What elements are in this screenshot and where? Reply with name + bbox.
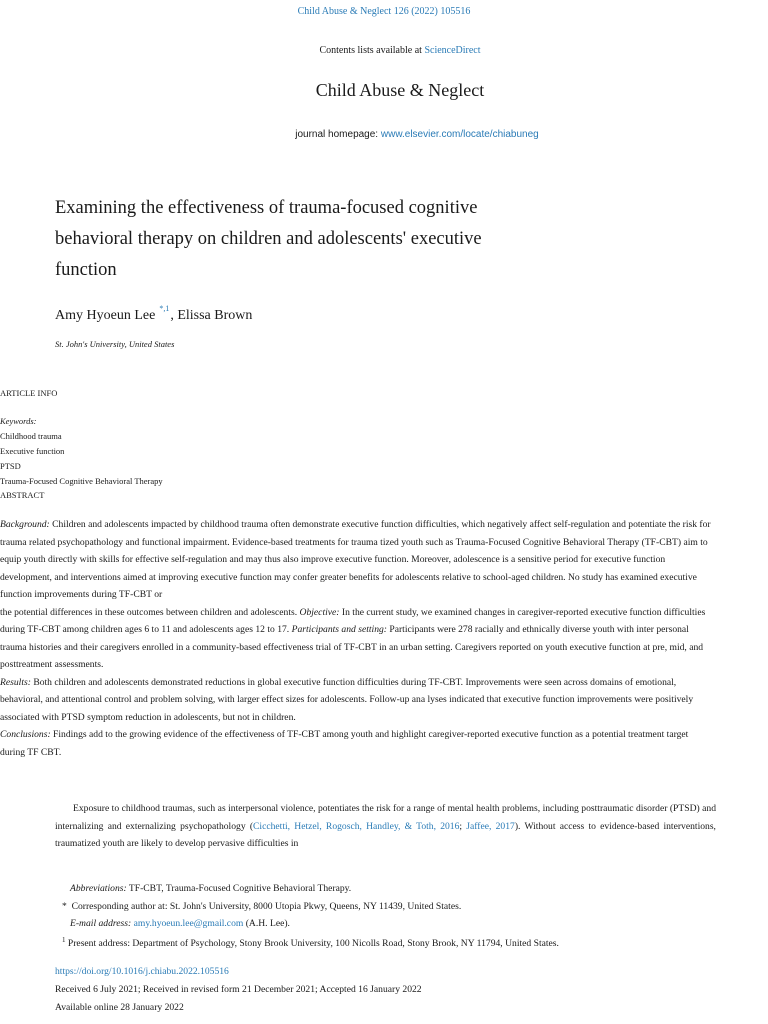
- background-text-2: the potential differences in these outcomes between children and adolescents.: [0, 606, 300, 618]
- contents-line: [0, 45, 768, 56]
- results-text: Both children and adolescents demonstrated reductions in global executive function difficulties during TF-CBT. Improvements were seen across domains of emotional, behavioral, and attentional control and problem solving, with larger effect sizes for adolescents. Follow-up ana lyses indicated that executive function improvements were positively associated with PTSD symptom reduction in adolescents, but not in children.: [0, 676, 694, 723]
- abstract-results: [0, 674, 714, 727]
- abbreviations-label: Abbreviations:: [70, 883, 127, 894]
- participants-text: Participants were 278 racially and ethnically diverse youth with inter personal trauma histories and their caregivers enrolled in a community-based effectiveness trial of TF-CBT in an urban setting. Caregivers reported on youth executive function at pre, mid, and posttreatment assessments.: [0, 624, 704, 670]
- title-line-3: function: [55, 260, 117, 280]
- title-line-2: behavioral therapy on children and adolescents' executive: [55, 229, 482, 249]
- present-address-text: Present address: Department of Psychology, Stony Brook University, 100 Nicolls Road, Stony Brook, NY 11794, United States.: [67, 938, 559, 950]
- article-title: [55, 193, 555, 286]
- reference-separator: ;: [459, 820, 467, 832]
- author-list: [55, 304, 252, 324]
- objective-label: Objective:: [299, 606, 340, 618]
- affiliation: St. John's University, United States: [55, 339, 175, 349]
- objective-text: In the current study, we examined changes in caregiver-reported executive function difficulties during TF-CBT among children ages 6 to 11 and adolescents ages 12 to 17.: [0, 606, 706, 635]
- email-link[interactable]: amy.hyoeun.lee@gmail.com: [133, 918, 244, 929]
- background-text: Children and adolescents impacted by childhood trauma often demonstrate executive function difficulties, which negatively affect self-regulation and potentiate the risk for trauma related psychopathology and functional impairment. Evidence-based treatments for trauma tized youth such as Trauma-Focused Cognitive Behavioral Therapy (TF-CBT) aim to equip youth directly with skills for effective self-regulation and may thus also improve executive function. Moreover, adolescence is a sensitive period for executive function development, and interventions aimed at improving executive function may confer greater benefits for adolescents relative to school-aged children. No study has examined executive function improvements during TF-CBT or: [0, 519, 711, 600]
- conclusions-text: Findings add to the growing evidence of the effectiveness of TF-CBT among youth and highlight caregiver-reported executive function as a potential treatment target during TF CBT.: [0, 729, 689, 758]
- abstract-conclusions: [0, 726, 714, 761]
- intro-text-2: ). Without access to evidence-based interventions, traumatized youth are likely to develop pervasive difficulties in: [55, 820, 716, 849]
- sciencedirect-link[interactable]: ScienceDirect: [424, 45, 481, 56]
- title-line-1: Examining the effectiveness of trauma-focused cognitive: [55, 198, 478, 218]
- email-label: E-mail address:: [70, 918, 132, 929]
- email-footnote: [70, 915, 290, 933]
- conclusions-label: Conclusions:: [0, 729, 51, 740]
- abbreviations-text: TF-CBT, Trauma-Focused Cognitive Behavioral Therapy.: [126, 883, 352, 894]
- author-1-marks[interactable]: *,1: [159, 304, 170, 313]
- email-suffix: (A.H. Lee).: [243, 918, 290, 929]
- reference-link-jaffee[interactable]: Jaffee, 2017: [466, 820, 515, 832]
- present-address-mark: 1: [62, 936, 66, 944]
- available-online: Available online 28 January 2022: [55, 1002, 184, 1013]
- reference-link-cicchetti[interactable]: Cicchetti, Hetzel, Rogosch, Handley, & Toth, 2016: [253, 820, 460, 832]
- doi-link[interactable]: https://doi.org/10.1016/j.chiabu.2022.105516: [55, 966, 229, 977]
- keywords-label: Keywords:: [0, 416, 37, 426]
- article-info-heading: ARTICLE INFO: [0, 388, 58, 398]
- keyword-item: Trauma-Focused Cognitive Behavioral Therapy: [0, 476, 163, 486]
- corresponding-mark: *: [62, 901, 67, 912]
- keyword-item: PTSD: [0, 461, 21, 471]
- contents-prefix: Contents lists available at: [319, 45, 425, 56]
- abstract-background: [0, 516, 714, 604]
- results-label: Results:: [0, 676, 31, 688]
- abstract-heading: ABSTRACT: [0, 490, 45, 500]
- journal-homepage: [0, 129, 768, 140]
- corresponding-text: Corresponding author at: St. John's University, 8000 Utopia Pkwy, Queens, NY 11439, United States.: [71, 901, 462, 912]
- homepage-prefix: journal homepage:: [295, 129, 381, 140]
- journal-title: Child Abuse & Neglect: [315, 80, 485, 100]
- author-2: , Elissa Brown: [170, 308, 253, 323]
- intro-paragraph: [55, 800, 716, 853]
- author-1: Amy Hyoeun Lee: [55, 308, 156, 323]
- intro-text-1: Exposure to childhood traumas, such as interpersonal violence, potentiates the risk for a range of mental health problems, including posttraumatic disorder (PTSD) and internalizing and externalizing psychopathology (: [55, 803, 716, 832]
- participants-label: Participants and setting:: [291, 624, 387, 635]
- abstract-body: [0, 516, 714, 761]
- homepage-link[interactable]: www.elsevier.com/locate/chiabuneg: [380, 129, 539, 140]
- received-dates: Received 6 July 2021; Received in revised form 21 December 2021; Accepted 16 January 2022: [55, 984, 422, 995]
- abstract-objective: [0, 604, 714, 674]
- keyword-item: Childhood trauma: [0, 431, 62, 441]
- background-label: Background:: [0, 519, 50, 530]
- corresponding-footnote: [62, 898, 461, 916]
- keyword-item: Executive function: [0, 446, 65, 456]
- abbreviations-footnote: [70, 880, 351, 898]
- present-address-footnote: [62, 932, 559, 953]
- journal-citation[interactable]: Child Abuse & Neglect 126 (2022) 105516: [297, 6, 471, 17]
